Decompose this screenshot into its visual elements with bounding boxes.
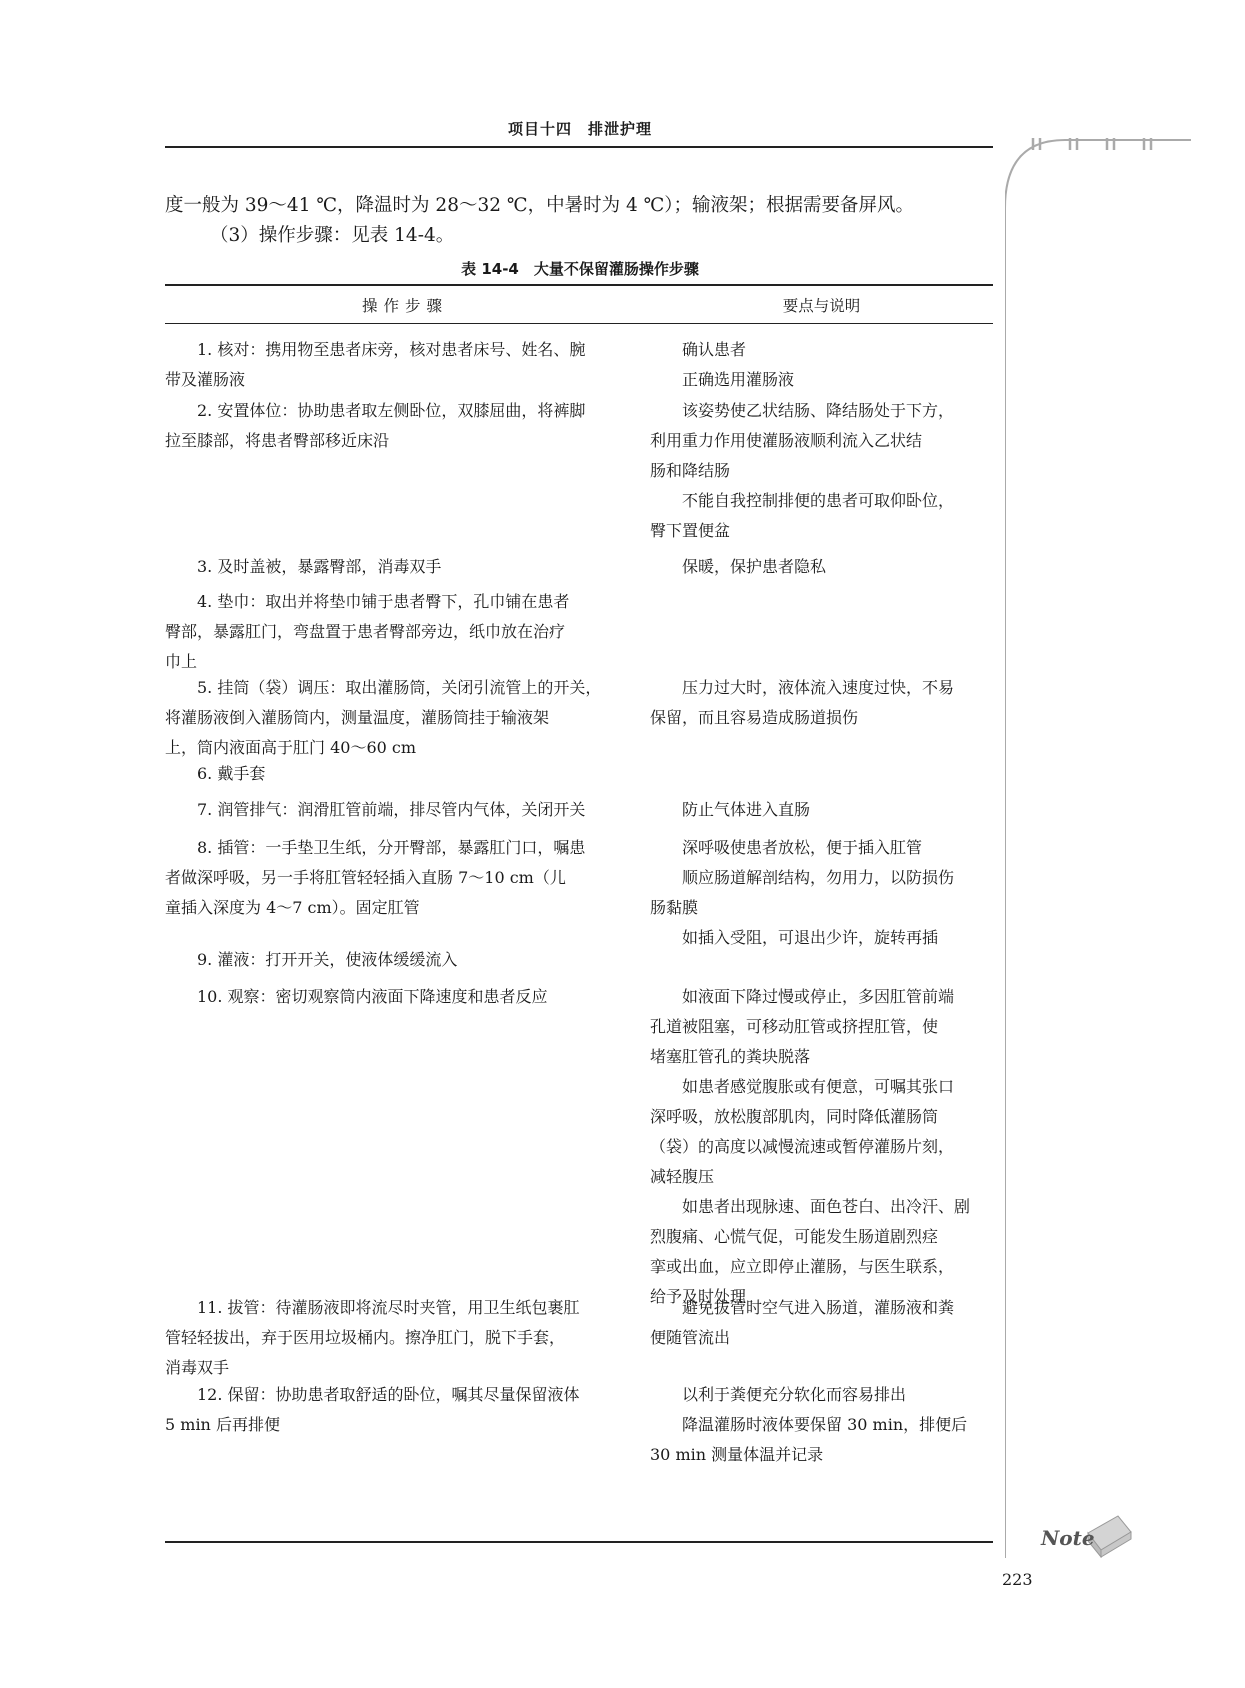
table-row-step [165, 673, 635, 763]
table-row-step [165, 759, 635, 789]
table-row-notes [650, 396, 995, 546]
note-line: 如插入受阻，可退出少许，旋转再插 [682, 928, 939, 947]
header-rule [165, 146, 993, 148]
note-line: （袋）的高度以减慢流速或暂停灌肠片刻， [650, 1137, 955, 1156]
note-line: 挛或出血，应立即停止灌肠，与医生联系， [650, 1257, 955, 1276]
table-header-rule [165, 323, 993, 324]
note-line: 臀下置便盆 [650, 521, 731, 540]
step-line: 将灌肠液倒入灌肠筒内，测量温度，灌肠筒挂于输液架 [165, 708, 550, 727]
table-row-notes [650, 833, 995, 953]
note-line: 肠和降结肠 [650, 461, 731, 480]
table-caption: 表 14-4 大量不保留灌肠操作步骤 [461, 260, 699, 278]
table-row-step [165, 1293, 635, 1383]
running-header: 项目十四 排泄护理 [507, 120, 652, 138]
note-line: 保暖，保护患者隐私 [682, 557, 827, 576]
step-line: 者做深呼吸，另一手将肛管轻轻插入直肠 7～10 cm（儿 [165, 868, 566, 887]
note-line: 如液面下降过慢或停止，多因肛管前端 [682, 987, 955, 1006]
step-line: 5. 挂筒（袋）调压：取出灌肠筒，关闭引流管上的开关， [197, 678, 602, 697]
step-line: 带及灌肠液 [165, 370, 246, 389]
table-row-step [165, 945, 635, 975]
table-row-notes [650, 335, 995, 395]
note-line: 该姿势使乙状结肠、降结肠处于下方， [682, 401, 955, 420]
step-line: 1. 核对：携用物至患者床旁，核对患者床号、姓名、腕 [197, 340, 586, 359]
step-line: 上，筒内液面高于肛门 40～60 cm [165, 738, 417, 757]
table-row-notes [650, 673, 995, 733]
table-row-notes [650, 1380, 995, 1470]
table-row-step [165, 833, 635, 923]
step-line: 11. 拔管：待灌肠液即将流尽时夹管，用卫生纸包裹肛 [197, 1298, 580, 1317]
table-bottom-rule [165, 1541, 993, 1543]
table-row-notes [650, 795, 995, 825]
table-row-step [165, 982, 635, 1012]
step-line: 7. 润管排气：润滑肛管前端，排尽管内气体，关闭开关 [197, 800, 586, 819]
note-line: 正确选用灌肠液 [682, 370, 795, 389]
note-line: 如患者出现脉速、面色苍白、出冷汗、剧 [682, 1197, 971, 1216]
step-line: 10. 观察：密切观察筒内液面下降速度和患者反应 [197, 987, 548, 1006]
table-row-notes [650, 552, 995, 582]
table-top-rule [165, 284, 993, 286]
table-row-step [165, 396, 635, 456]
note-line: 减轻腹压 [650, 1167, 715, 1186]
step-line: 6. 戴手套 [197, 764, 266, 783]
step-line: 4. 垫巾：取出并将垫巾铺于患者臀下，孔巾铺在患者 [197, 592, 570, 611]
step-line: 12. 保留：协助患者取舒适的卧位，嘱其尽量保留液体 [197, 1385, 580, 1404]
note-line: 避免拔管时空气进入肠道，灌肠液和粪 [682, 1298, 955, 1317]
table-row-step [165, 795, 635, 825]
note-line: 烈腹痛、心慌气促，可能发生肠道剧烈痉 [650, 1227, 939, 1246]
step-line: 童插入深度为 4～7 cm）。固定肛管 [165, 898, 420, 917]
note-line: 便随管流出 [650, 1328, 731, 1347]
step-line: 9. 灌液：打开开关，使液体缓缓流入 [197, 950, 458, 969]
margin-decoration [1005, 138, 1195, 1558]
note-line: 肠黏膜 [650, 898, 699, 917]
note-line: 压力过大时，液体流入速度过快，不易 [682, 678, 955, 697]
note-line: 确认患者 [682, 340, 747, 359]
table-header-steps: 操作步骤 [361, 297, 448, 315]
note-line: 深呼吸使患者放松，便于插入肛管 [682, 838, 923, 857]
step-line: 巾上 [165, 652, 198, 671]
note-line: 深呼吸，放松腹部肌肉，同时降低灌肠筒 [650, 1107, 939, 1126]
step-line: 臀部，暴露肛门，弯盘置于患者臀部旁边，纸巾放在治疗 [165, 622, 566, 641]
note-line: 防止气体进入直肠 [682, 800, 811, 819]
table-row-step [165, 587, 635, 677]
note-line: 给予及时处理 [650, 1287, 747, 1306]
step-line: 2. 安置体位：协助患者取左侧卧位，双膝屈曲，将裤脚 [197, 401, 586, 420]
note-line: 保留，而且容易造成肠道损伤 [650, 708, 859, 727]
note-line: 顺应肠道解剖结构，勿用力，以防损伤 [682, 868, 955, 887]
step-line: 拉至膝部，将患者臀部移近床沿 [165, 431, 390, 450]
page-number: 223 [1002, 1570, 1033, 1589]
note-line: 堵塞肛管孔的粪块脱落 [650, 1047, 811, 1066]
step-line: 3. 及时盖被，暴露臀部，消毒双手 [197, 557, 442, 576]
note-line: 以利于粪便充分软化而容易排出 [682, 1385, 907, 1404]
note-line: 降温灌肠时液体要保留 30 min，排便后 [682, 1415, 968, 1434]
note-line: 不能自我控制排便的患者可取仰卧位， [682, 491, 955, 510]
note-logo: Note [1041, 1526, 1095, 1550]
intro-line-2: （3）操作步骤：见表 14-4。 [210, 225, 455, 246]
table-header-notes: 要点与说明 [782, 297, 861, 315]
table-row-notes [650, 1293, 995, 1353]
table-row-notes [650, 982, 995, 1312]
note-line: 利用重力作用使灌肠液顺利流入乙状结 [650, 431, 923, 450]
note-line: 孔道被阻塞，可移动肛管或挤捏肛管，使 [650, 1017, 939, 1036]
table-row-step [165, 335, 635, 395]
step-line: 管轻轻拔出，弃于医用垃圾桶内。擦净肛门，脱下手套， [165, 1328, 566, 1347]
step-line: 消毒双手 [165, 1358, 230, 1377]
step-line: 5 min 后再排便 [165, 1415, 280, 1434]
note-line: 如患者感觉腹胀或有便意，可嘱其张口 [682, 1077, 955, 1096]
step-line: 8. 插管：一手垫卫生纸，分开臀部，暴露肛门口，嘱患 [197, 838, 586, 857]
table-row-step [165, 1380, 635, 1440]
intro-line-1: 度一般为 39～41 ℃，降温时为 28～32 ℃，中暑时为 4 ℃）；输液架；根据需要备屏风。 [165, 195, 915, 216]
note-line: 30 min 测量体温并记录 [650, 1445, 824, 1464]
table-row-step [165, 552, 635, 582]
